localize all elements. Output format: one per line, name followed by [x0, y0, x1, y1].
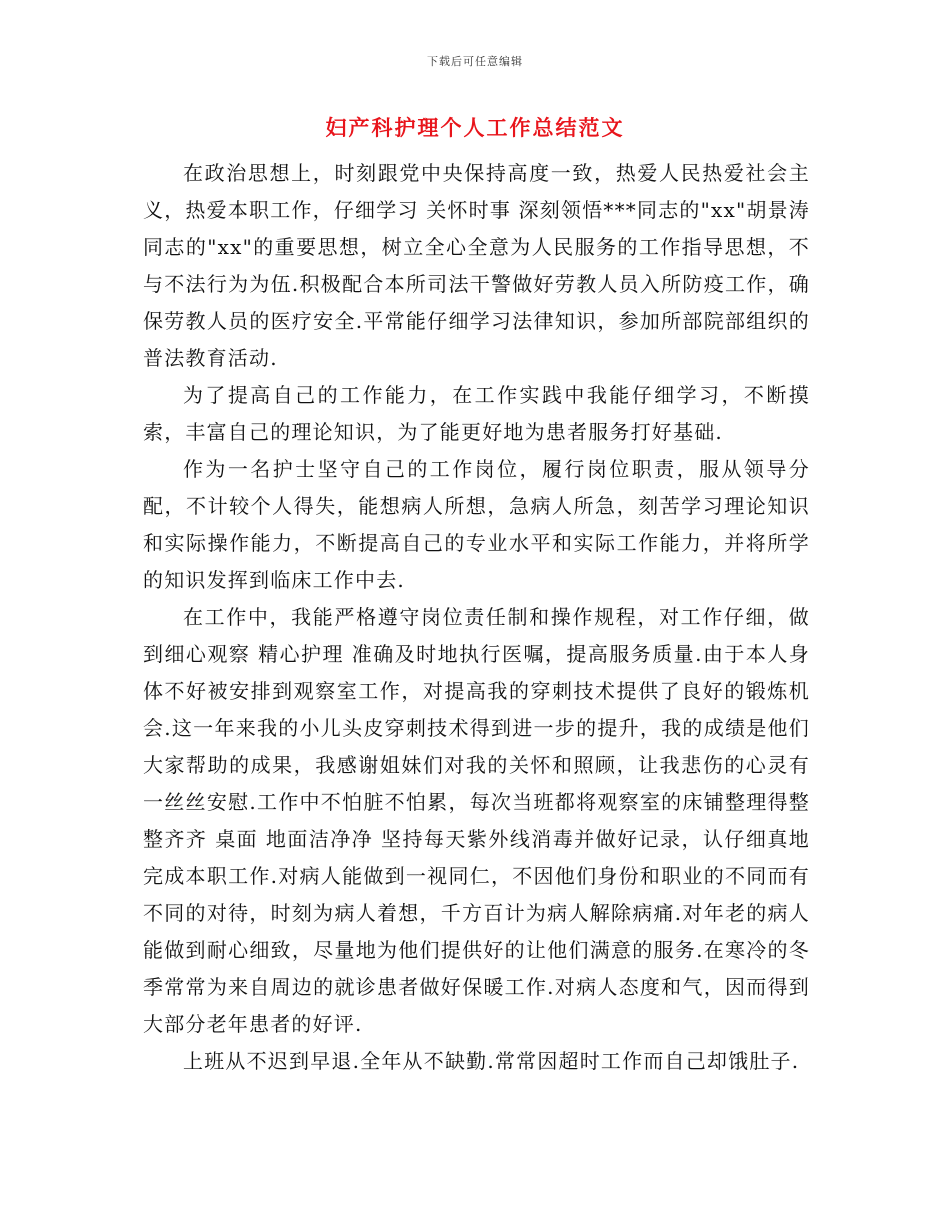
- document-title: 妇产科护理个人工作总结范文: [325, 115, 625, 140]
- paragraph-work-ability: 为了提高自己的工作能力，在工作实践中我能仔细学习，不断摸索，丰富自己的理论知识，为了能更好地为患者服务打好基础.: [143, 383, 810, 444]
- paragraph-political-thought: 在政治思想上，时刻跟党中央保持高度一致，热爱人民热爱社会主义，热爱本职工作，仔细学习 关怀时事 深刻领悟***同志的"xx"胡景涛同志的"xx"的重要思想，树立全心全意为人民服务的工作指导思想，不与不法行为为伍.积极配合本所司法干警做好劳教人员入所防疫工作，确保劳教人员的医疗安全.平常能仔细学习法律知识，参加所部院部组织的普法教育活动.: [143, 161, 810, 370]
- document-body: [143, 155, 810, 1080]
- page-header-note: 下载后可任意编辑: [427, 55, 523, 68]
- paragraph-nurse-duty: 作为一名护士坚守自己的工作岗位，履行岗位职责，服从领导分配，不计较个人得失，能想病人所想，急病人所急，刻苦学习理论知识和实际操作能力，不断提高自己的专业水平和实际工作能力，并将所学的知识发挥到临床工作中去.: [143, 457, 810, 592]
- paragraph-attendance: 上班从不迟到早退.全年从不缺勤.常常因超时工作而自己却饿肚子.: [183, 1049, 800, 1073]
- paragraph-work-conduct: 在工作中，我能严格遵守岗位责任制和操作规程，对工作仔细，做到细心观察 精心护理 准确及时地执行医嘱，提高服务质量.由于本人身体不好被安排到观察室工作，对提高我的穿刺技术提供了良好的锻炼机会.这一年来我的小儿头皮穿刺技术得到进一步的提升，我的成绩是他们大家帮助的成果，我感谢姐妹们对我的关怀和照顾，让我悲伤的心灵有一丝丝安慰.工作中不怕脏不怕累，每次当班都将观察室的床铺整理得整整齐齐 桌面 地面洁净净 坚持每天紫外线消毒并做好记录，认仔细真地完成本职工作.对病人能做到一视同仁，不因他们身份和职业的不同而有不同的对待，时刻为病人着想，千方百计为病人解除病痛.对年老的病人能做到耐心细致，尽量地为他们提供好的让他们满意的服务.在寒冷的冬季常常为来自周边的就诊患者做好保暖工作.对病人态度和气，因而得到大部分老年患者的好评.: [143, 605, 810, 1036]
